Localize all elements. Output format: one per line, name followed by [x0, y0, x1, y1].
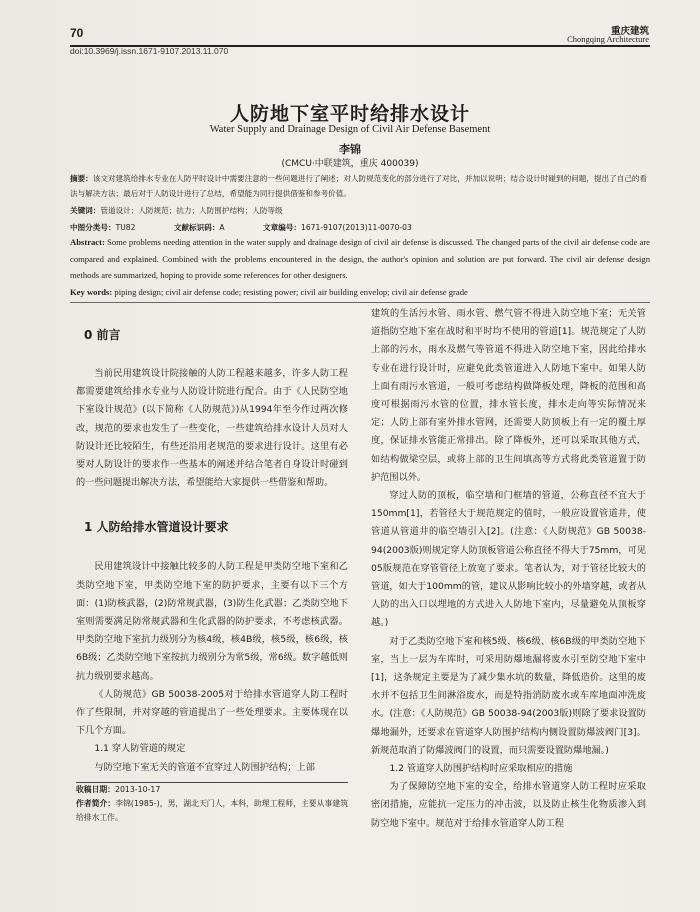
- keywords-cn: [70, 203, 650, 218]
- received-date: 2013-10-17: [114, 784, 161, 794]
- doi-line: doi:10.3969/j.issn.1671-9107.2013.11.070: [70, 46, 229, 56]
- footnote-author: [76, 797, 348, 825]
- footnote-received: [76, 783, 348, 797]
- article-title-en: Water Supply and Drainage Design of Civil Air Defense Basement: [209, 124, 491, 135]
- right-column: [371, 305, 646, 833]
- keywords-cn-label: 关键词：: [70, 206, 101, 215]
- right-paragraph-2: 穿过人防的顶板，临空墙和门框墙的管道，公称直径不宜大于150mm[1]，若管径大于规范规定的值时，一般应设置管道井，使管道从管道井的临空墙引入[2]。(注意：《人防规范》GB 50038-94(2003版)则规定穿人防顶板管道公称直径不得大于75mm，可见05版规范在穿管管径上放宽了要求。笔者认为，对于管径比较大的管道，如大于100mm的管，建议从影响比较小的外墙穿越，或者从人防的出入口以埋地的方式进入人防地下室内，尽量避免从顶板穿越。): [371, 490, 646, 629]
- keywords-en: [70, 285, 650, 300]
- clc-label: 中图分类号：: [70, 223, 116, 232]
- author-name: 李锦: [339, 143, 361, 156]
- abstract-cn: [70, 171, 650, 201]
- keywords-cn-text: 管道设计；人防规范；抗力；人防围护结构；人防等级: [100, 206, 283, 215]
- abstract-cn-label: 摘要：: [70, 174, 93, 183]
- keywords-en-text: piping design; civil air defense code; resisting power; civil air building envelop; civil air defense grade: [112, 287, 468, 297]
- doc-code-label: 文献标识码：: [173, 223, 220, 232]
- abstract-divider: [70, 302, 650, 303]
- clc-value: TU82: [115, 223, 136, 232]
- author-bio-text: 李锦(1985-)，男，湖北天门人，本科，助理工程师，主要从事建筑给排水工作。: [76, 798, 348, 822]
- keywords-en-label: Key words:: [70, 287, 113, 297]
- abstract-en-label: Abstract:: [70, 237, 105, 247]
- section-1-title: 1 人防给排水管道设计要求: [84, 520, 229, 535]
- subsection-1-2-title: 1.2 管道穿人防围护结构时应采取相应的措施: [389, 763, 573, 775]
- subsection-1-1-paragraph: 与防空地下室无关的管道不宜穿过人防围护结构；上部: [94, 761, 315, 773]
- abstract-en-text: Some problems needing attention in the water supply and drainage design of civil air defense is discussed. The changed parts of the civil air defense code are compared and explained. Combined with the problems encountered in the design, the author's opinion and solution are put forward. The civil air defense design methods are summarized, hoping to provide some references for other designers.: [70, 237, 650, 280]
- doc-code-value: A: [219, 223, 225, 232]
- author-affiliation: (CMCU·中联建筑，重庆 400039): [281, 159, 419, 169]
- author-bio-label: 作者简介：: [76, 798, 116, 808]
- journal-name-cn: 重庆建筑: [610, 26, 649, 37]
- section-1-paragraph-1: 民用建筑设计中接触比较多的人防工程是甲类防空地下室和乙类防空地下室，甲类防空地下室的防护要求，主要有以下三个方面：(1)防核武器，(2)防常规武器，(3)防生化武器；乙类防空地下室则需要满足防常规武器和生化武器的防护要求，不考虑核武器。甲类防空地下室抗力级别分为核4级，核4B级，核5级，核6级，核6B级；乙类防空地下室按抗力级别分为常5级，常6级。数字越低则抗力级别要求越高。: [76, 561, 348, 682]
- section-0-paragraph: 当前民用建筑设计院接触的人防工程越来越多，许多人防工程都需要建筑给排水专业与人防设计院进行配合。由于《人民防空地下室设计规范》(以下简称《人防规范》)从1994年至今作过两次修改，规范的要求也发生了一些变化，一些建筑给排水设计人员对人防设计还比较陌生，有些还沿用老规范的要求进行设计。这里有必要对人防设计的要求作一些基本的阐述并结合笔者自身设计时碰到的一些问题提出解决方法，希望能给大家提供一些借鉴和帮助。: [76, 368, 348, 489]
- subsection-1-1-title: 1.1 穿人防管道的规定: [94, 743, 186, 755]
- article-no-label: 文章编号：: [263, 223, 302, 232]
- page-number: 70: [70, 26, 84, 40]
- abstract-en: [70, 234, 650, 284]
- right-paragraph-3: 对于乙类防空地下室和核5级、核6级、核6B级的甲类防空地下室，当上一层为车库时，可采用防爆地漏将废水引至防空地下室中[1]，这条规定主要是为了减少集水坑的数量，降低造价。这里的废水并不包括卫生间淋浴废水，而是特指消防废水或车库地面冲洗废水。(注意：《人防规范》GB 50038-94(2003版)则除了要求设置防爆地漏外，还要求在管道穿人防围护结构内侧设置防爆波阀门[3]。新规范取消了防爆波阀门的设置，而只需要设置防爆地漏。): [371, 635, 646, 756]
- journal-name-en: Chongqing Architecture: [567, 34, 649, 44]
- article-no-value: 1671-9107(2013)11-0070-03: [301, 223, 412, 232]
- article-title-cn: 人防地下室平时给排水设计: [229, 103, 470, 125]
- received-label: 收稿日期：: [76, 784, 115, 794]
- right-paragraph-4: 为了保障防空地下室的安全，给排水管道穿人防工程时应采取密闭措施，应能抗一定压力的冲击波，以及防止核生化物质渗入到防空地下室中。规范对于给排水管道穿人防工程: [371, 781, 646, 829]
- abstract-cn-text: 该文对建筑给排水专业在人防平时设计中需要注意的一些问题进行了阐述；对人防规范变化的部分进行了对比，并加以说明；结合设计时碰到的问题，提出了自己的看法与解决方法；最后对于人防设计进行了总结，希望能为同行提供借鉴和参考价值。: [70, 174, 648, 198]
- section-0-title: 0 前言: [84, 328, 121, 342]
- right-paragraph-1: 建筑的生活污水管、雨水管、燃气管不得进入防空地下室；无关管道指防空地下室在战时和平时均不使用的管道[1]。规范规定了人防上部的污水，雨水及燃气等管道不得进入防空地下室，因此给排水专业在进行设计时，应避免此类管道进入人防地下室中。如果人防上面有雨污水管道，一般可考虑结构做降板处理，降板的范围和高度可根据雨污水管的位置，排水管长度，排水走向等实际情况来定；人防上部有室外排水管网，还需要人防顶板上有一定的覆土厚度，保证排水管能正常排出。除了降板外，还可以采取其他方式，如结构做梁空层，或将上部的卫生间填高等方式将此类管道置于防护范围以外。: [371, 308, 646, 483]
- classification-line: [70, 220, 650, 235]
- section-1-paragraph-2: 《人防规范》GB 50038-2005对于给排水管道穿人防工程时作了些限制，并对穿越的管道提出了一些处理要求。主要体现在以下几个方面。: [76, 688, 348, 737]
- left-column: [76, 308, 348, 825]
